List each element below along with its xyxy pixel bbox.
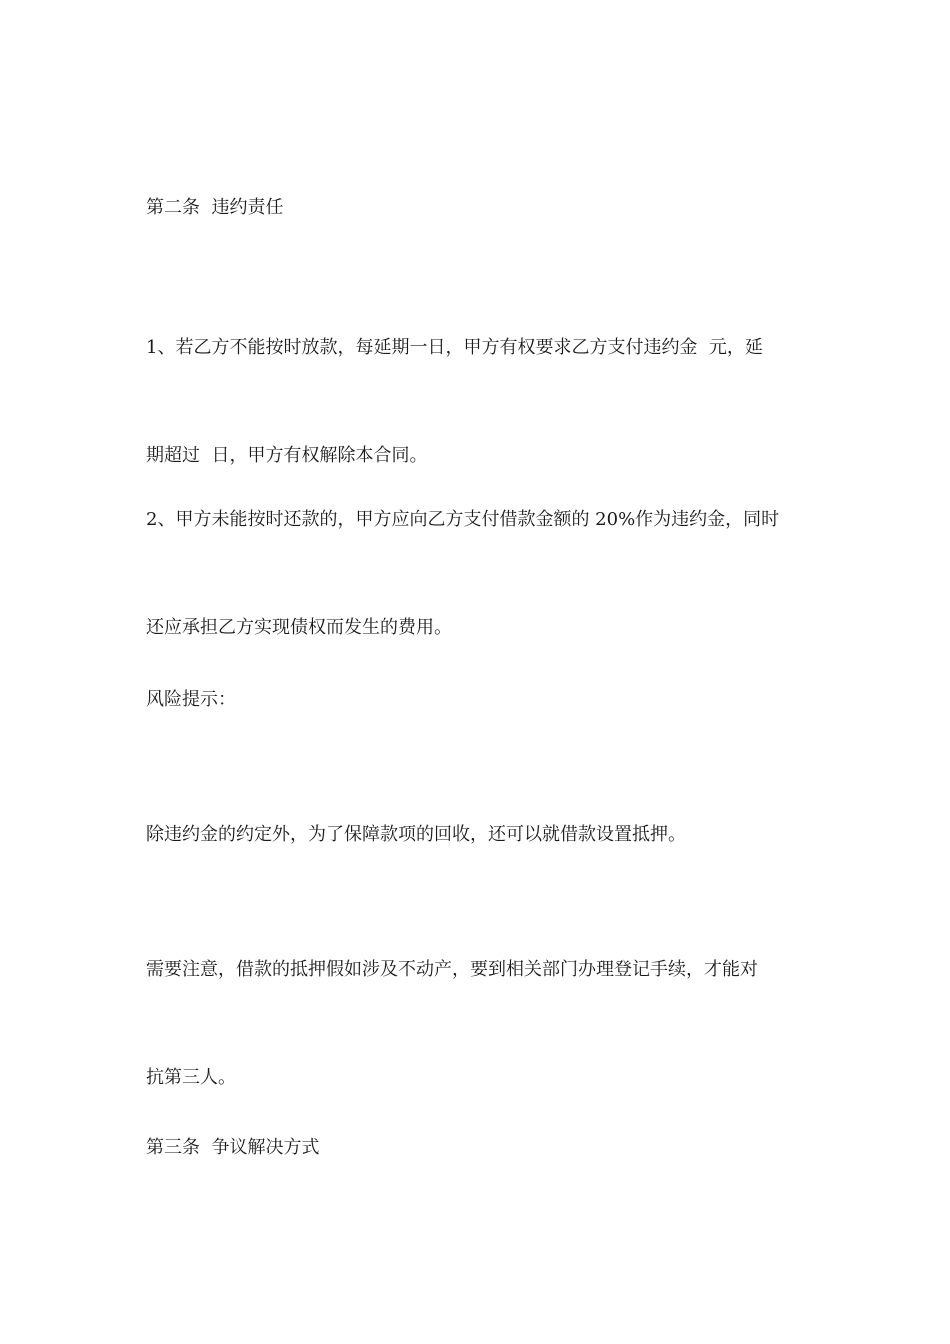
risk-heading: 风险提示：	[146, 689, 236, 710]
article3-heading: 第三条 争议解决方式	[146, 1137, 320, 1158]
clause-1-line-2: 期超过 日，甲方有权解除本合同。	[146, 445, 428, 466]
clause-2-line-2: 还应承担乙方实现债权而发生的费用。	[146, 617, 452, 638]
risk-text-1: 除违约金的约定外，为了保障款项的回收，还可以就借款设置抵押。	[146, 824, 686, 845]
risk-text-2-line-2: 抗第三人。	[146, 1067, 236, 1088]
article2-heading: 第二条 违约责任	[146, 197, 284, 218]
risk-text-2-line-1: 需要注意，借款的抵押假如涉及不动产，要到相关部门办理登记手续，才能对	[146, 959, 758, 980]
clause-2-line-1: 2、甲方未能按时还款的，甲方应向乙方支付借款金额的 20%作为违约金，同时	[146, 509, 780, 530]
clause-1-line-1: 1、若乙方不能按时放款，每延期一日，甲方有权要求乙方支付违约金 元，延	[146, 337, 763, 358]
